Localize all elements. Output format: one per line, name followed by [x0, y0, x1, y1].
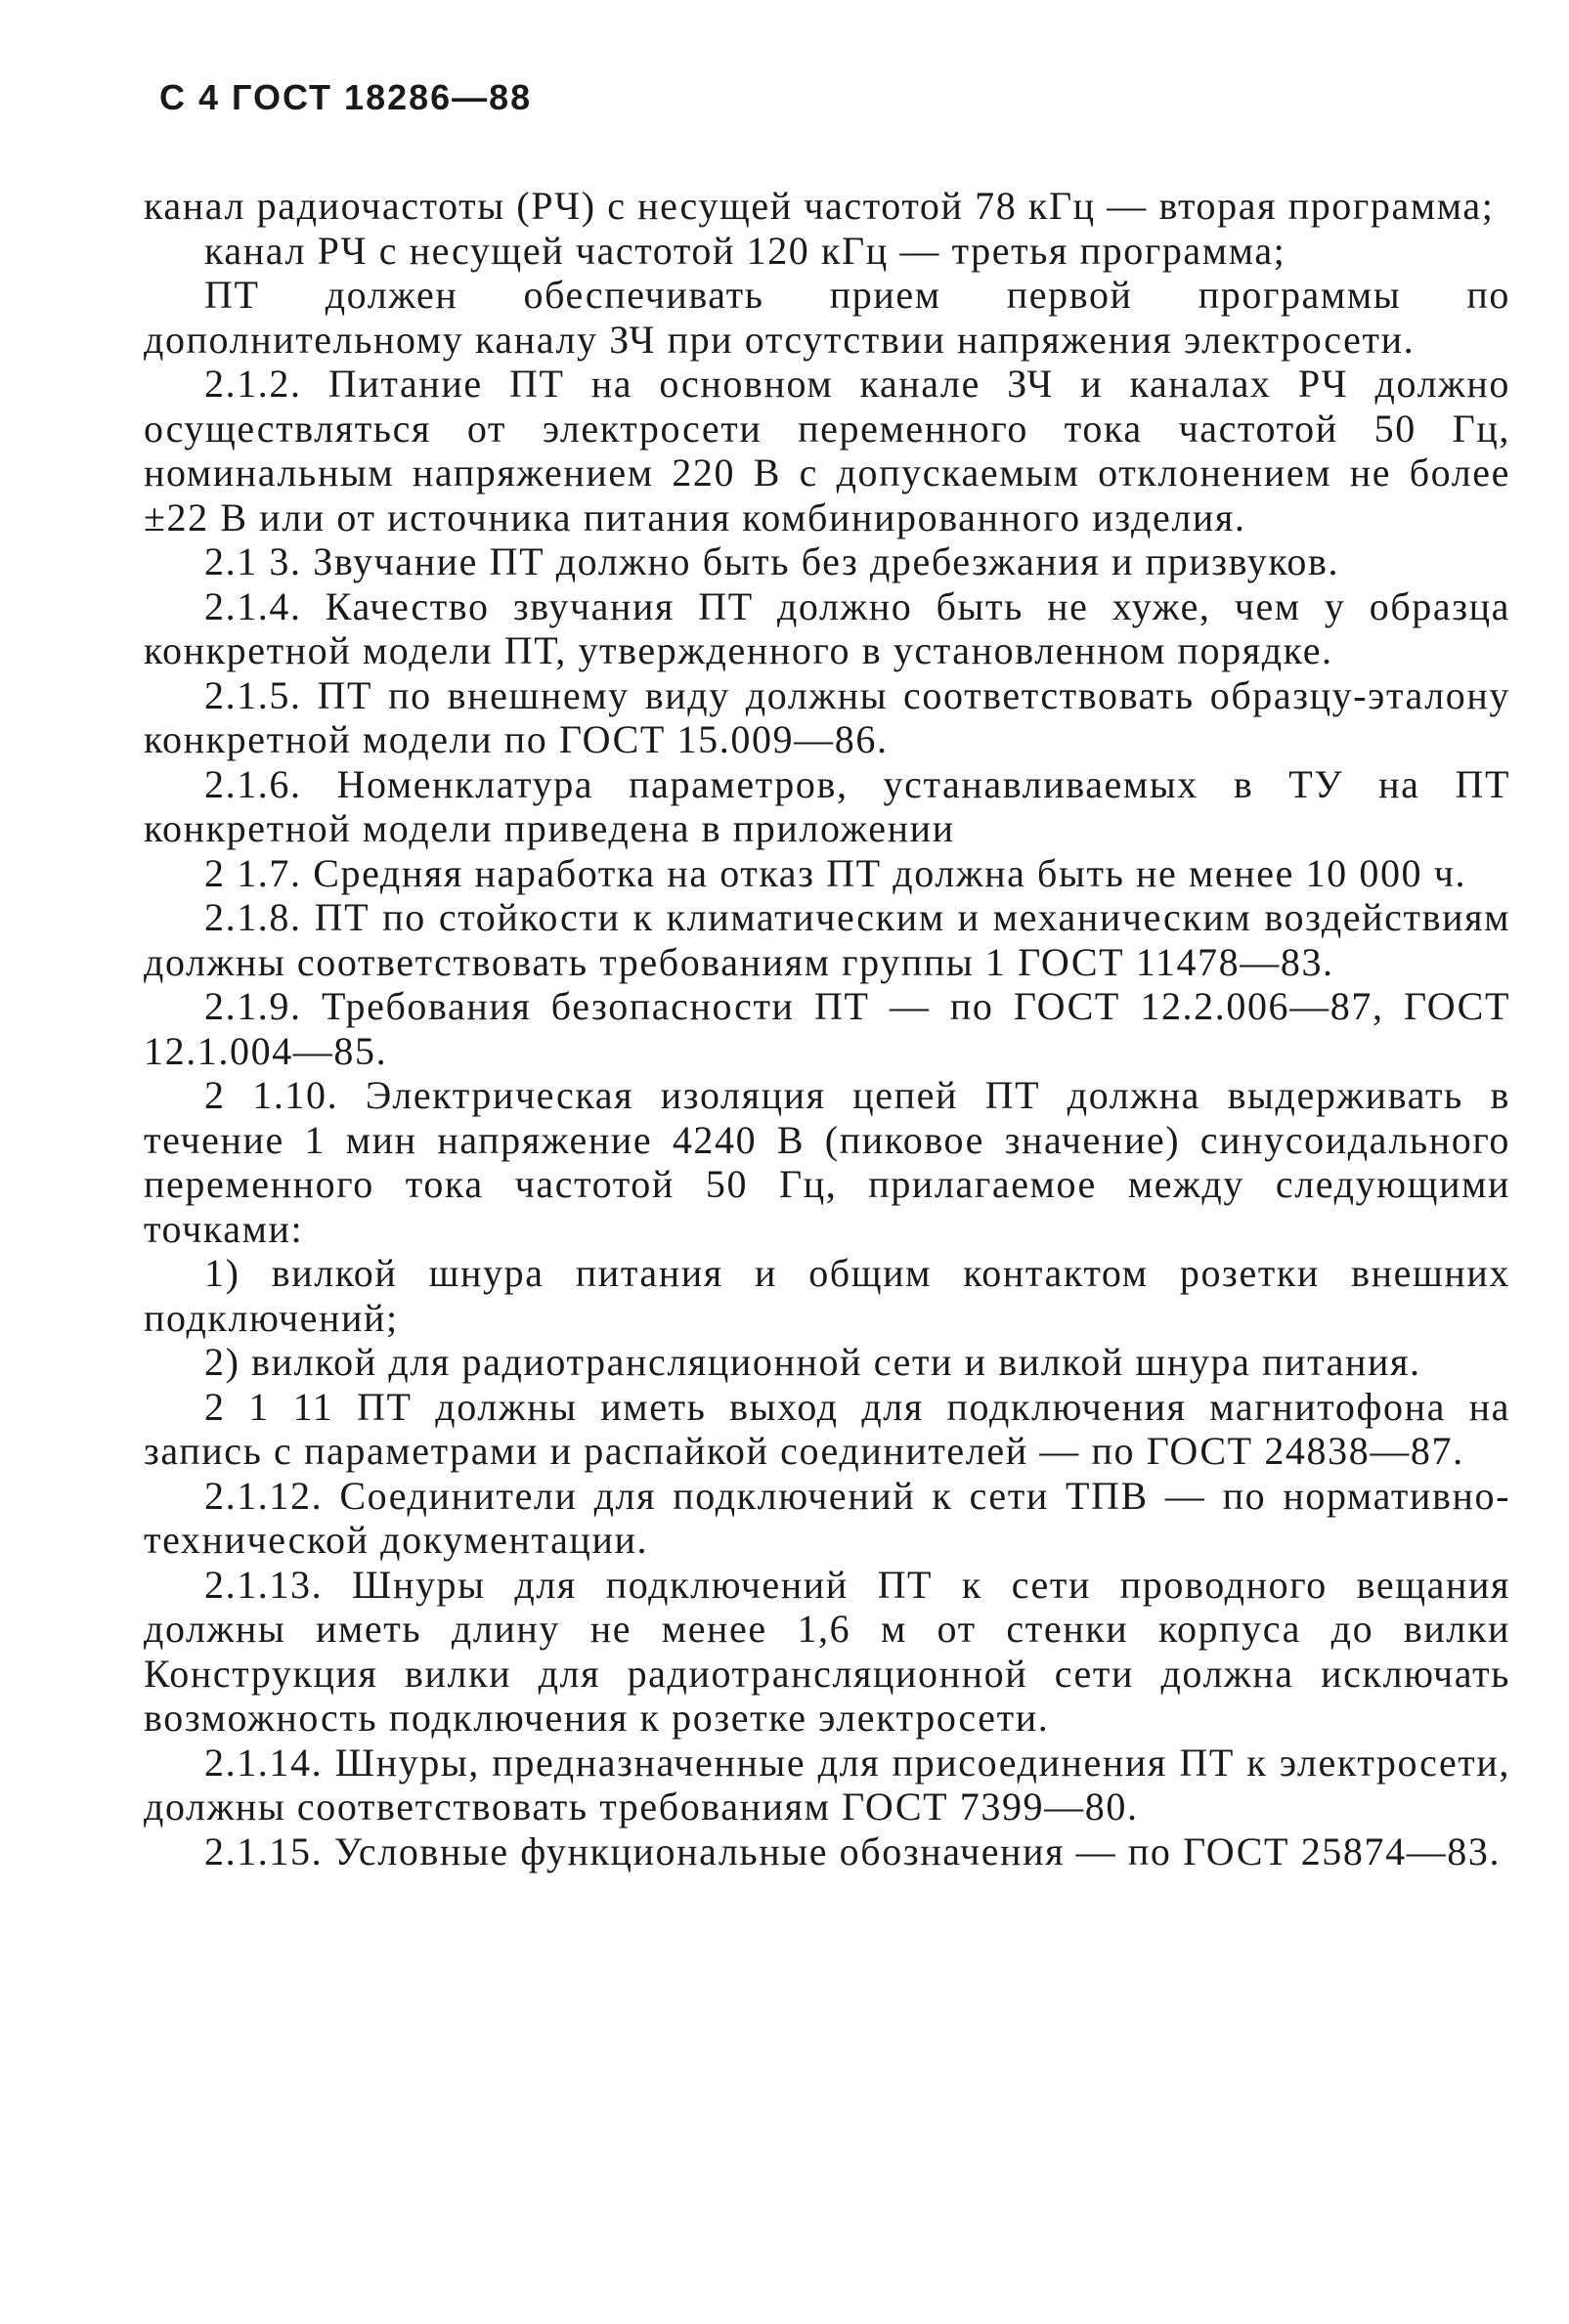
paragraph: канал РЧ с несущей частотой 120 кГц — третья программа;	[204, 228, 1286, 273]
paragraph: 2.1 3. Звучание ПТ должно быть без дребезжания и призвуков.	[204, 539, 1340, 583]
paragraph: 2.1.6. Номенклатура параметров, устанавливаемых в ТУ на ПТ конкретной модели приведена в приложении	[144, 761, 1510, 850]
paragraph: 2 1.10. Электрическая изоляция цепей ПТ должна выдерживать в течение 1 мин напряжение 4240 В (пиковое значение) синусоидального переменного тока частотой 50 Гц, прилагаемое между следующими точками:	[144, 1073, 1510, 1251]
paragraph: 2.1.2. Питание ПТ на основном канале ЗЧ и каналах РЧ должно осуществляться от электросети переменного тока частотой 50 Гц, номинальным напряжением 220 В с допускаемым отклонением не более ±22 В или от источника питания комбинированного изделия.	[144, 362, 1510, 539]
paragraph: 1) вилкой шнура питания и общим контактом розетки внешних подключений;	[144, 1251, 1510, 1340]
paragraph: 2.1.13. Шнуры для подключений ПТ к сети проводного вещания должны иметь длину не менее 1,6 м от стенки корпуса до вилки Конструкция вилки для радиотрансляционной сети должна исключать возможность подключения к розетке электросети.	[144, 1562, 1510, 1740]
paragraph: 2) вилкой для радиотрансляционной сети и вилкой шнура питания.	[204, 1340, 1421, 1384]
paragraph: 2.1.8. ПТ по стойкости к климатическим и механическим воздействиям должны соответствовать требованиям группы 1 ГОСТ 11478—83.	[144, 895, 1510, 984]
paragraph: 2.1.4. Качество звучания ПТ должно быть не хуже, чем у образца конкретной модели ПТ, утвержденного в установленном порядке.	[144, 583, 1510, 672]
paragraph: 2.1.14. Шнуры, предназначенные для присоединения ПТ к электросети, должны соответствовать требованиям ГОСТ 7399—80.	[144, 1740, 1510, 1829]
paragraph: 2 1 11 ПТ должны иметь выход для подключения магнитофона на запись с параметрами и распайкой соединителей — по ГОСТ 24838—87.	[144, 1384, 1510, 1473]
paragraph: 2 1.7. Средняя наработка на отказ ПТ должна быть не менее 10 000 ч.	[204, 850, 1467, 895]
document-body	[144, 184, 1510, 1873]
paragraph: 2.1.12. Соединители для подключений к сети ТПВ — по нормативно-технической документации.	[144, 1473, 1510, 1562]
paragraph: 2.1.15. Условные функциональные обозначения — по ГОСТ 25874—83.	[204, 1829, 1502, 1873]
page-header: С 4 ГОСТ 18286—88	[159, 77, 533, 117]
paragraph: канал радиочастоты (РЧ) с несущей частотой 78 кГц — вторая программа;	[144, 184, 1495, 228]
paragraph: 2.1.9. Требования безопасности ПТ — по ГОСТ 12.2.006—87, ГОСТ 12.1.004—85.	[144, 984, 1510, 1073]
paragraph: ПТ должен обеспечивать прием первой программы по дополнительному каналу ЗЧ при отсутствии напряжения электросети.	[144, 273, 1510, 362]
paragraph: 2.1.5. ПТ по внешнему виду должны соответствовать образцу-эталону конкретной модели по ГОСТ 15.009—86.	[144, 672, 1510, 761]
